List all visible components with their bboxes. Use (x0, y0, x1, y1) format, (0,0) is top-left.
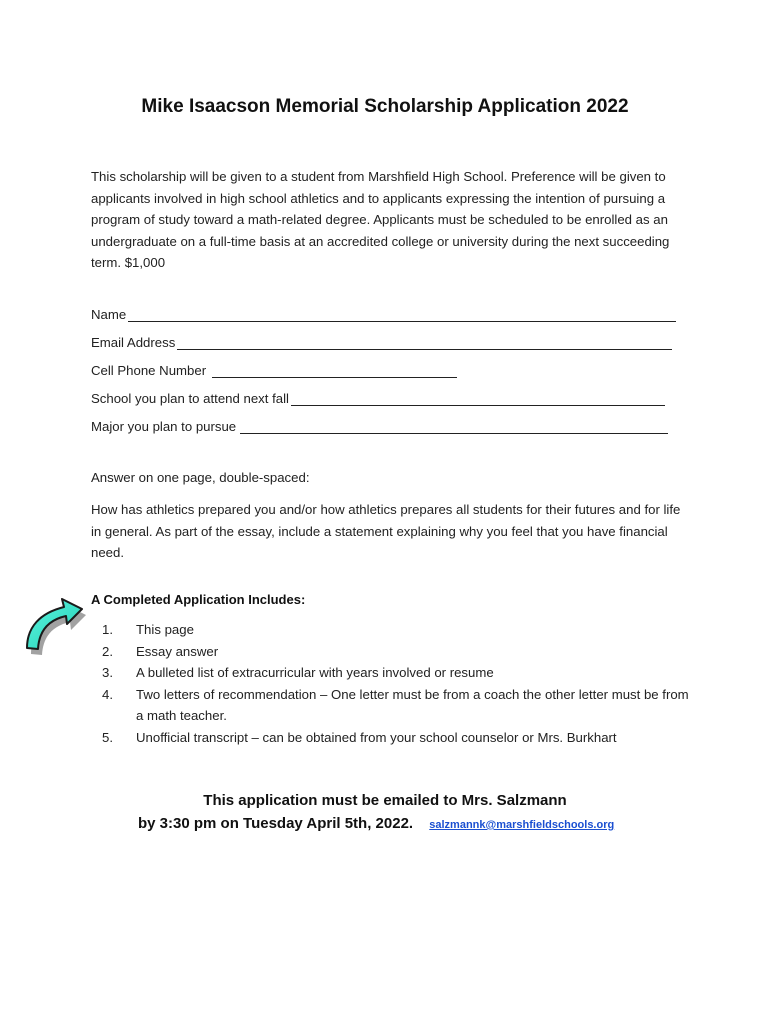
email-link[interactable]: salzmannk@marshfieldschools.org (429, 819, 615, 831)
deadline-line (138, 815, 614, 832)
list-number: 4. (102, 686, 113, 702)
list-item (91, 641, 691, 663)
cell-phone-line[interactable] (212, 363, 457, 378)
name-field[interactable] (91, 302, 676, 322)
list-item (91, 684, 691, 727)
major-label: Major you plan to pursue (91, 419, 237, 434)
list-item (91, 727, 691, 749)
name-line[interactable] (128, 307, 676, 322)
school-label: School you plan to attend next fall (91, 391, 289, 406)
email-label: Email Address (91, 335, 176, 350)
name-label: Name (91, 307, 127, 322)
cell-phone-field[interactable] (91, 358, 457, 378)
list-text: Two letters of recommendation – One letter must be from a coach the other letter must be from a math teacher. (136, 686, 689, 723)
list-text: This page (136, 622, 194, 637)
curved-arrow-icon (20, 592, 90, 658)
school-line[interactable] (291, 391, 665, 406)
list-number: 3. (102, 665, 113, 680)
list-item (91, 619, 691, 641)
list-text: Unofficial transcript – can be obtained from your school counselor or Mrs. Burkhart (136, 729, 617, 745)
list-number: 2. (102, 643, 113, 659)
list-text: Essay answer (136, 643, 219, 659)
includes-heading: A Completed Application Includes: (91, 592, 306, 607)
essay-prompt: How has athletics prepared you and/or how athletics prepares all students for their futures and for life in general. As part of the essay, include a statement explaining why you feel that you have financial need. (91, 502, 681, 560)
intro-paragraph: This scholarship will be given to a student from Marshfield High School. Preference will be given to applicants involved in high school athletics and to applicants expressing the intention of pursuing a program of study toward a math-related degree. Applicants must be scheduled to be enrolled as an undergraduate on a full-time basis at an accredited college or university during the next succeeding term. $1,000 (91, 169, 670, 270)
school-field[interactable] (91, 386, 665, 406)
cell-phone-label: Cell Phone Number (91, 363, 207, 378)
list-number: 5. (102, 729, 113, 745)
submission-instruction: This application must be emailed to Mrs. Salzmann (203, 792, 567, 809)
list-text: A bulleted list of extracurricular with years involved or resume (136, 665, 494, 680)
page-title: Mike Isaacson Memorial Scholarship Application 2022 (141, 96, 629, 117)
major-field[interactable] (91, 414, 668, 434)
list-item (91, 662, 691, 684)
deadline-text: by 3:30 pm on Tuesday April 5th, 2022. (138, 815, 414, 832)
major-line[interactable] (240, 419, 668, 434)
email-line[interactable] (177, 335, 672, 350)
includes-list (91, 619, 691, 748)
email-field[interactable] (91, 330, 672, 350)
list-number: 1. (102, 622, 113, 637)
answer-instructions: Answer on one page, double-spaced: (91, 470, 310, 485)
